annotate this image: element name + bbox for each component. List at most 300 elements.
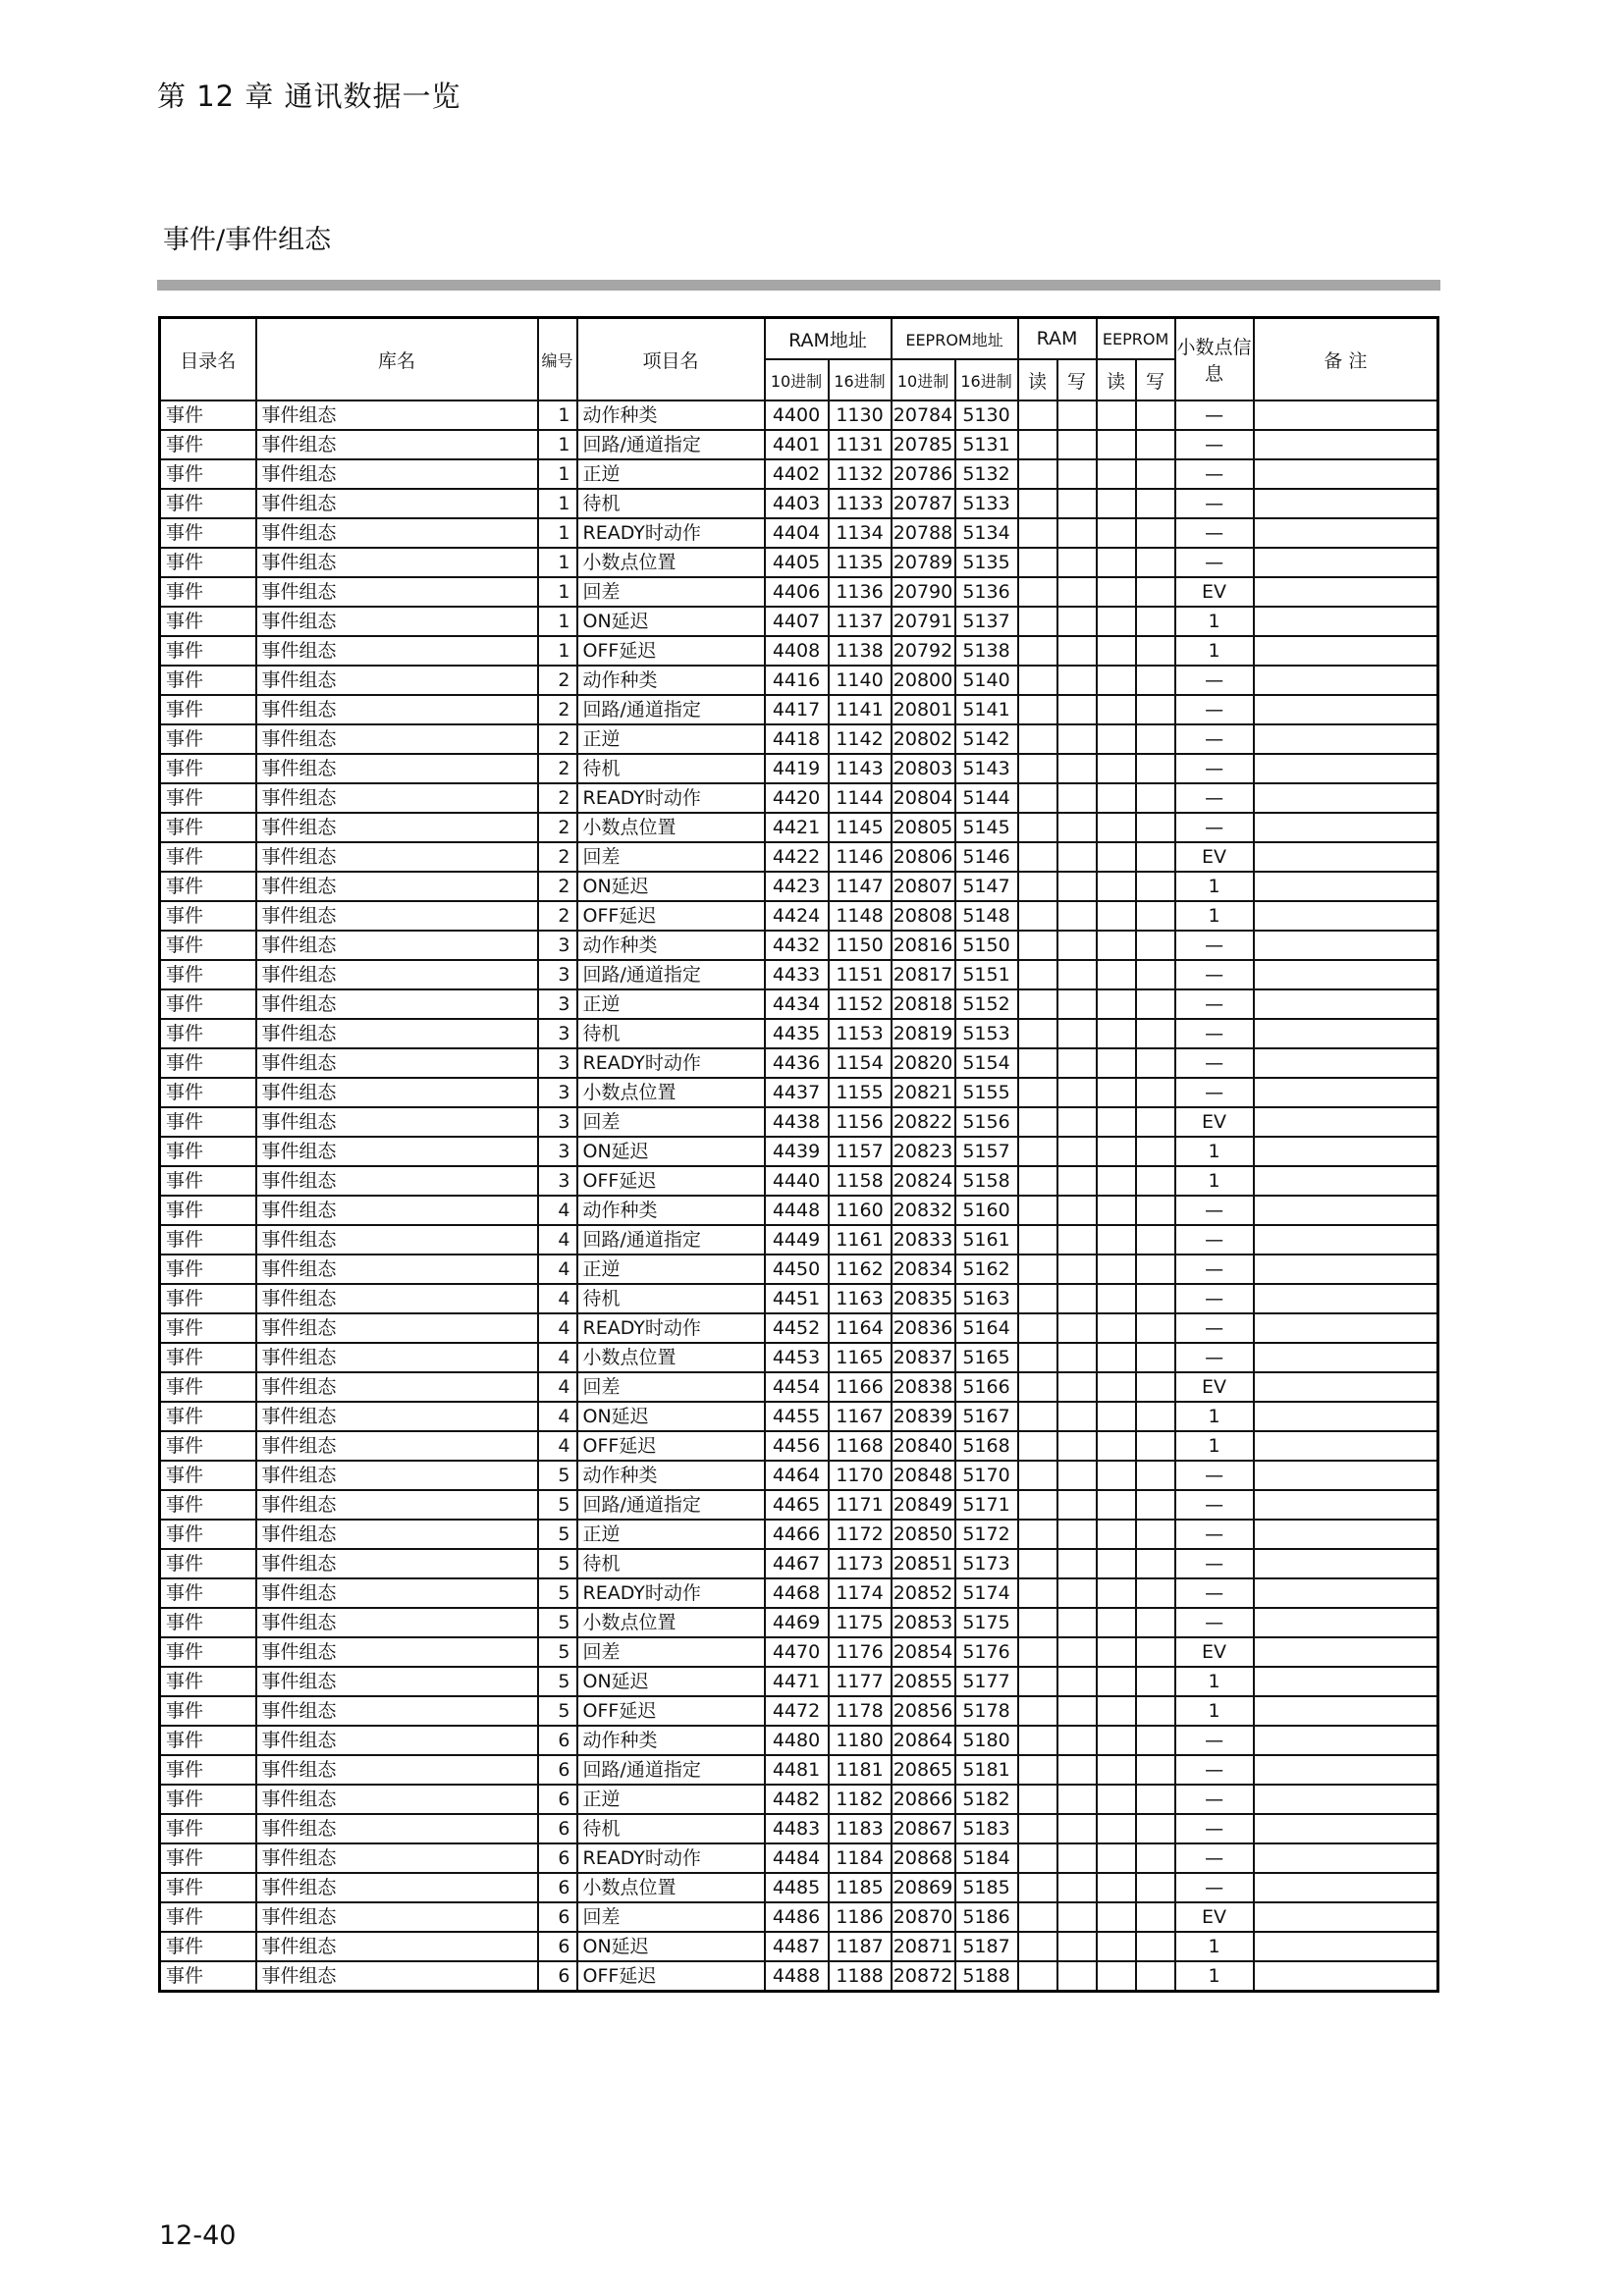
cell-eeprom-dec: 20848	[892, 1461, 955, 1490]
cell-ram-dec: 4456	[765, 1431, 829, 1461]
cell-library: 事件组态	[256, 695, 538, 724]
cell-eeprom-write	[1136, 1166, 1175, 1196]
cell-eeprom-dec: 20824	[892, 1166, 955, 1196]
cell-ram-hex: 1136	[829, 577, 892, 607]
cell-decimal-info: EV	[1175, 1107, 1254, 1137]
table-row	[160, 783, 1438, 813]
cell-eeprom-write	[1136, 695, 1175, 724]
cell-library: 事件组态	[256, 1490, 538, 1520]
cell-eeprom-read	[1097, 1785, 1136, 1814]
cell-directory: 事件	[160, 1696, 256, 1726]
cell-eeprom-write	[1136, 1755, 1175, 1785]
cell-library: 事件组态	[256, 989, 538, 1019]
cell-eeprom-dec: 20785	[892, 430, 955, 459]
cell-number: 6	[538, 1873, 577, 1902]
cell-eeprom-dec: 20792	[892, 636, 955, 666]
cell-number: 4	[538, 1255, 577, 1284]
cell-ram-dec: 4424	[765, 901, 829, 931]
cell-item: 回路/通道指定	[577, 695, 765, 724]
cell-eeprom-hex: 5151	[955, 960, 1018, 989]
cell-eeprom-hex: 5146	[955, 842, 1018, 872]
cell-directory: 事件	[160, 1785, 256, 1814]
header-item: 项目名	[577, 318, 765, 401]
cell-decimal-info: EV	[1175, 577, 1254, 607]
cell-ram-hex: 1160	[829, 1196, 892, 1225]
cell-eeprom-write	[1136, 430, 1175, 459]
cell-item: 待机	[577, 1549, 765, 1578]
cell-ram-read	[1018, 1048, 1057, 1078]
cell-item: 动作种类	[577, 1726, 765, 1755]
table-row	[160, 1932, 1438, 1961]
cell-eeprom-dec: 20850	[892, 1520, 955, 1549]
cell-ram-read	[1018, 666, 1057, 695]
cell-eeprom-dec: 20800	[892, 666, 955, 695]
cell-eeprom-dec: 20807	[892, 872, 955, 901]
cell-remarks	[1254, 1431, 1438, 1461]
cell-eeprom-hex: 5132	[955, 459, 1018, 489]
cell-ram-hex: 1133	[829, 489, 892, 518]
cell-number: 6	[538, 1843, 577, 1873]
cell-ram-hex: 1186	[829, 1902, 892, 1932]
cell-directory: 事件	[160, 1814, 256, 1843]
cell-library: 事件组态	[256, 1961, 538, 1992]
cell-remarks	[1254, 459, 1438, 489]
cell-ram-dec: 4419	[765, 754, 829, 783]
cell-library: 事件组态	[256, 1313, 538, 1343]
cell-ram-hex: 1144	[829, 783, 892, 813]
cell-eeprom-write	[1136, 666, 1175, 695]
cell-eeprom-write	[1136, 1107, 1175, 1137]
cell-decimal-info: —	[1175, 754, 1254, 783]
cell-directory: 事件	[160, 607, 256, 636]
cell-directory: 事件	[160, 1461, 256, 1490]
cell-ram-hex: 1131	[829, 430, 892, 459]
cell-number: 4	[538, 1372, 577, 1402]
cell-ram-read	[1018, 1637, 1057, 1667]
cell-eeprom-hex: 5130	[955, 400, 1018, 430]
cell-directory: 事件	[160, 695, 256, 724]
cell-decimal-info: —	[1175, 1873, 1254, 1902]
cell-eeprom-read	[1097, 1372, 1136, 1402]
cell-item: 回路/通道指定	[577, 960, 765, 989]
cell-eeprom-write	[1136, 1667, 1175, 1696]
cell-remarks	[1254, 1255, 1438, 1284]
cell-number: 2	[538, 666, 577, 695]
cell-ram-hex: 1130	[829, 400, 892, 430]
table-row	[160, 1372, 1438, 1402]
cell-ram-read	[1018, 931, 1057, 960]
cell-number: 6	[538, 1814, 577, 1843]
cell-item: OFF延迟	[577, 1431, 765, 1461]
cell-eeprom-read	[1097, 1843, 1136, 1873]
table-row	[160, 518, 1438, 548]
cell-ram-hex: 1187	[829, 1932, 892, 1961]
cell-eeprom-hex: 5140	[955, 666, 1018, 695]
cell-number: 5	[538, 1549, 577, 1578]
cell-eeprom-dec: 20852	[892, 1578, 955, 1608]
cell-decimal-info: —	[1175, 1048, 1254, 1078]
cell-eeprom-write	[1136, 1284, 1175, 1313]
cell-remarks	[1254, 1667, 1438, 1696]
cell-ram-read	[1018, 1549, 1057, 1578]
cell-ram-dec: 4464	[765, 1461, 829, 1490]
cell-item: ON延迟	[577, 1137, 765, 1166]
cell-eeprom-write	[1136, 960, 1175, 989]
cell-library: 事件组态	[256, 1372, 538, 1402]
cell-ram-write	[1057, 1520, 1097, 1549]
cell-remarks	[1254, 1814, 1438, 1843]
cell-item: 回差	[577, 577, 765, 607]
cell-library: 事件组态	[256, 1667, 538, 1696]
cell-decimal-info: —	[1175, 1608, 1254, 1637]
cell-number: 1	[538, 548, 577, 577]
cell-ram-write	[1057, 666, 1097, 695]
cell-eeprom-hex: 5188	[955, 1961, 1018, 1992]
cell-library: 事件组态	[256, 1461, 538, 1490]
cell-decimal-info: EV	[1175, 1372, 1254, 1402]
cell-eeprom-dec: 20834	[892, 1255, 955, 1284]
cell-eeprom-dec: 20836	[892, 1313, 955, 1343]
cell-eeprom-write	[1136, 813, 1175, 842]
cell-decimal-info: EV	[1175, 842, 1254, 872]
cell-ram-read	[1018, 724, 1057, 754]
cell-item: ON延迟	[577, 1667, 765, 1696]
cell-directory: 事件	[160, 813, 256, 842]
cell-ram-read	[1018, 842, 1057, 872]
cell-eeprom-read	[1097, 1019, 1136, 1048]
cell-eeprom-dec: 20865	[892, 1755, 955, 1785]
cell-directory: 事件	[160, 901, 256, 931]
cell-eeprom-read	[1097, 1048, 1136, 1078]
cell-item: 动作种类	[577, 1461, 765, 1490]
cell-ram-dec: 4483	[765, 1814, 829, 1843]
cell-ram-write	[1057, 518, 1097, 548]
cell-directory: 事件	[160, 1107, 256, 1137]
cell-ram-hex: 1166	[829, 1372, 892, 1402]
cell-directory: 事件	[160, 1667, 256, 1696]
cell-decimal-info: —	[1175, 1843, 1254, 1873]
cell-library: 事件组态	[256, 400, 538, 430]
cell-eeprom-dec: 20871	[892, 1932, 955, 1961]
table-row	[160, 607, 1438, 636]
cell-number: 6	[538, 1932, 577, 1961]
cell-eeprom-read	[1097, 1343, 1136, 1372]
cell-decimal-info: —	[1175, 783, 1254, 813]
table-row	[160, 1814, 1438, 1843]
cell-ram-dec: 4401	[765, 430, 829, 459]
cell-remarks	[1254, 1107, 1438, 1137]
cell-ram-hex: 1171	[829, 1490, 892, 1520]
cell-ram-write	[1057, 1343, 1097, 1372]
cell-ram-write	[1057, 548, 1097, 577]
cell-item: ON延迟	[577, 1932, 765, 1961]
cell-directory: 事件	[160, 1196, 256, 1225]
cell-ram-dec: 4404	[765, 518, 829, 548]
cell-ram-write	[1057, 1372, 1097, 1402]
cell-eeprom-write	[1136, 783, 1175, 813]
cell-eeprom-hex: 5141	[955, 695, 1018, 724]
cell-directory: 事件	[160, 1431, 256, 1461]
cell-library: 事件组态	[256, 1107, 538, 1137]
cell-number: 4	[538, 1225, 577, 1255]
cell-eeprom-write	[1136, 1255, 1175, 1284]
table-row	[160, 1873, 1438, 1902]
header-ram-address: RAM地址	[765, 318, 892, 360]
cell-ram-dec: 4480	[765, 1726, 829, 1755]
cell-decimal-info: —	[1175, 813, 1254, 842]
cell-eeprom-read	[1097, 1755, 1136, 1785]
table-row	[160, 1726, 1438, 1755]
cell-ram-dec: 4433	[765, 960, 829, 989]
cell-ram-write	[1057, 989, 1097, 1019]
cell-item: 待机	[577, 489, 765, 518]
cell-eeprom-write	[1136, 1785, 1175, 1814]
cell-eeprom-write	[1136, 1726, 1175, 1755]
cell-remarks	[1254, 960, 1438, 989]
cell-item: 小数点位置	[577, 1078, 765, 1107]
cell-ram-write	[1057, 1490, 1097, 1520]
cell-remarks	[1254, 577, 1438, 607]
cell-item: OFF延迟	[577, 901, 765, 931]
cell-item: 回路/通道指定	[577, 430, 765, 459]
cell-decimal-info: —	[1175, 1726, 1254, 1755]
cell-number: 2	[538, 783, 577, 813]
cell-library: 事件组态	[256, 1549, 538, 1578]
cell-directory: 事件	[160, 1166, 256, 1196]
cell-number: 3	[538, 1137, 577, 1166]
table-row	[160, 813, 1438, 842]
cell-directory: 事件	[160, 400, 256, 430]
cell-ram-hex: 1182	[829, 1785, 892, 1814]
cell-library: 事件组态	[256, 813, 538, 842]
cell-eeprom-read	[1097, 459, 1136, 489]
cell-directory: 事件	[160, 724, 256, 754]
cell-eeprom-dec: 20832	[892, 1196, 955, 1225]
cell-library: 事件组态	[256, 901, 538, 931]
cell-item: 正逆	[577, 459, 765, 489]
cell-remarks	[1254, 842, 1438, 872]
table-row	[160, 1490, 1438, 1520]
cell-directory: 事件	[160, 430, 256, 459]
cell-library: 事件组态	[256, 1755, 538, 1785]
cell-ram-hex: 1157	[829, 1137, 892, 1166]
cell-eeprom-read	[1097, 724, 1136, 754]
cell-number: 5	[538, 1461, 577, 1490]
cell-eeprom-dec: 20856	[892, 1696, 955, 1726]
cell-ram-read	[1018, 607, 1057, 636]
cell-ram-read	[1018, 901, 1057, 931]
cell-ram-dec: 4403	[765, 489, 829, 518]
cell-ram-read	[1018, 1696, 1057, 1726]
cell-eeprom-hex: 5185	[955, 1873, 1018, 1902]
cell-eeprom-read	[1097, 1726, 1136, 1755]
chapter-title: 第 12 章 通讯数据一览	[157, 80, 461, 113]
cell-ram-dec: 4440	[765, 1166, 829, 1196]
cell-eeprom-dec: 20822	[892, 1107, 955, 1137]
cell-ram-write	[1057, 1313, 1097, 1343]
cell-ram-write	[1057, 1726, 1097, 1755]
table-row	[160, 960, 1438, 989]
cell-eeprom-write	[1136, 1372, 1175, 1402]
cell-eeprom-read	[1097, 872, 1136, 901]
cell-eeprom-write	[1136, 1578, 1175, 1608]
cell-eeprom-dec: 20801	[892, 695, 955, 724]
cell-decimal-info: 1	[1175, 1402, 1254, 1431]
cell-directory: 事件	[160, 989, 256, 1019]
table-row	[160, 1048, 1438, 1078]
cell-eeprom-hex: 5167	[955, 1402, 1018, 1431]
cell-ram-dec: 4417	[765, 695, 829, 724]
cell-eeprom-read	[1097, 1431, 1136, 1461]
cell-item: 回差	[577, 1372, 765, 1402]
cell-decimal-info: —	[1175, 1549, 1254, 1578]
cell-library: 事件组态	[256, 1343, 538, 1372]
cell-remarks	[1254, 783, 1438, 813]
cell-remarks	[1254, 1461, 1438, 1490]
cell-eeprom-dec: 20867	[892, 1814, 955, 1843]
cell-library: 事件组态	[256, 931, 538, 960]
cell-eeprom-dec: 20851	[892, 1549, 955, 1578]
header-number: 编号	[538, 318, 577, 401]
cell-number: 1	[538, 577, 577, 607]
cell-ram-write	[1057, 1078, 1097, 1107]
header-decimal-info: 小数点信息	[1175, 318, 1254, 401]
table-row	[160, 989, 1438, 1019]
cell-eeprom-hex: 5178	[955, 1696, 1018, 1726]
cell-ram-dec: 4482	[765, 1785, 829, 1814]
cell-ram-read	[1018, 430, 1057, 459]
cell-eeprom-read	[1097, 1137, 1136, 1166]
cell-eeprom-read	[1097, 1166, 1136, 1196]
cell-remarks	[1254, 666, 1438, 695]
cell-number: 6	[538, 1902, 577, 1932]
cell-eeprom-hex: 5184	[955, 1843, 1018, 1873]
cell-item: 小数点位置	[577, 1873, 765, 1902]
cell-decimal-info: —	[1175, 400, 1254, 430]
cell-number: 3	[538, 960, 577, 989]
cell-directory: 事件	[160, 1755, 256, 1785]
cell-ram-dec: 4451	[765, 1284, 829, 1313]
table-row	[160, 1284, 1438, 1313]
cell-remarks	[1254, 1726, 1438, 1755]
cell-eeprom-hex: 5172	[955, 1520, 1018, 1549]
cell-decimal-info: 1	[1175, 636, 1254, 666]
cell-eeprom-write	[1136, 1078, 1175, 1107]
cell-eeprom-hex: 5164	[955, 1313, 1018, 1343]
cell-eeprom-hex: 5163	[955, 1284, 1018, 1313]
table-row	[160, 1667, 1438, 1696]
cell-remarks	[1254, 518, 1438, 548]
cell-ram-read	[1018, 1873, 1057, 1902]
cell-ram-read	[1018, 489, 1057, 518]
cell-eeprom-write	[1136, 1814, 1175, 1843]
cell-eeprom-read	[1097, 1461, 1136, 1490]
cell-eeprom-write	[1136, 724, 1175, 754]
cell-ram-dec: 4487	[765, 1932, 829, 1961]
cell-decimal-info: 1	[1175, 1137, 1254, 1166]
cell-eeprom-read	[1097, 577, 1136, 607]
cell-ram-hex: 1132	[829, 459, 892, 489]
cell-eeprom-read	[1097, 1196, 1136, 1225]
cell-ram-dec: 4488	[765, 1961, 829, 1992]
cell-directory: 事件	[160, 1225, 256, 1255]
cell-decimal-info: —	[1175, 666, 1254, 695]
cell-item: 正逆	[577, 724, 765, 754]
cell-remarks	[1254, 489, 1438, 518]
cell-ram-dec: 4416	[765, 666, 829, 695]
cell-item: ON延迟	[577, 1402, 765, 1431]
cell-eeprom-hex: 5174	[955, 1578, 1018, 1608]
cell-eeprom-write	[1136, 1490, 1175, 1520]
cell-number: 5	[538, 1637, 577, 1667]
cell-library: 事件组态	[256, 636, 538, 666]
header-ram: RAM	[1018, 318, 1097, 360]
table-row	[160, 1785, 1438, 1814]
cell-eeprom-read	[1097, 842, 1136, 872]
cell-number: 4	[538, 1284, 577, 1313]
cell-library: 事件组态	[256, 577, 538, 607]
cell-ram-dec: 4407	[765, 607, 829, 636]
cell-directory: 事件	[160, 1726, 256, 1755]
cell-ram-dec: 4481	[765, 1755, 829, 1785]
cell-item: 待机	[577, 1284, 765, 1313]
cell-eeprom-read	[1097, 1284, 1136, 1313]
cell-item: 回差	[577, 842, 765, 872]
cell-library: 事件组态	[256, 872, 538, 901]
cell-eeprom-write	[1136, 400, 1175, 430]
cell-library: 事件组态	[256, 459, 538, 489]
cell-eeprom-dec: 20854	[892, 1637, 955, 1667]
cell-ram-hex: 1181	[829, 1755, 892, 1785]
table-row	[160, 1137, 1438, 1166]
cell-number: 3	[538, 931, 577, 960]
cell-ram-write	[1057, 430, 1097, 459]
table-row	[160, 1902, 1438, 1932]
cell-ram-read	[1018, 1107, 1057, 1137]
table-row	[160, 1019, 1438, 1048]
cell-library: 事件组态	[256, 1637, 538, 1667]
cell-ram-dec: 4470	[765, 1637, 829, 1667]
cell-ram-read	[1018, 1932, 1057, 1961]
cell-ram-write	[1057, 1932, 1097, 1961]
cell-item: 正逆	[577, 1255, 765, 1284]
cell-item: 正逆	[577, 989, 765, 1019]
cell-decimal-info: —	[1175, 1755, 1254, 1785]
cell-decimal-info: 1	[1175, 607, 1254, 636]
cell-eeprom-hex: 5153	[955, 1019, 1018, 1048]
cell-remarks	[1254, 1637, 1438, 1667]
cell-eeprom-write	[1136, 1431, 1175, 1461]
cell-eeprom-dec: 20869	[892, 1873, 955, 1902]
cell-eeprom-hex: 5137	[955, 607, 1018, 636]
cell-ram-read	[1018, 960, 1057, 989]
cell-item: OFF延迟	[577, 1961, 765, 1992]
cell-ram-read	[1018, 1078, 1057, 1107]
cell-ram-hex: 1141	[829, 695, 892, 724]
cell-ram-read	[1018, 1196, 1057, 1225]
cell-directory: 事件	[160, 1313, 256, 1343]
table-row	[160, 931, 1438, 960]
cell-decimal-info: EV	[1175, 1902, 1254, 1932]
cell-decimal-info: —	[1175, 724, 1254, 754]
cell-eeprom-write	[1136, 489, 1175, 518]
cell-eeprom-hex: 5143	[955, 754, 1018, 783]
cell-item: 待机	[577, 1019, 765, 1048]
header-remarks: 备 注	[1254, 318, 1438, 401]
cell-ram-write	[1057, 1402, 1097, 1431]
cell-decimal-info: 1	[1175, 872, 1254, 901]
cell-ram-write	[1057, 1785, 1097, 1814]
